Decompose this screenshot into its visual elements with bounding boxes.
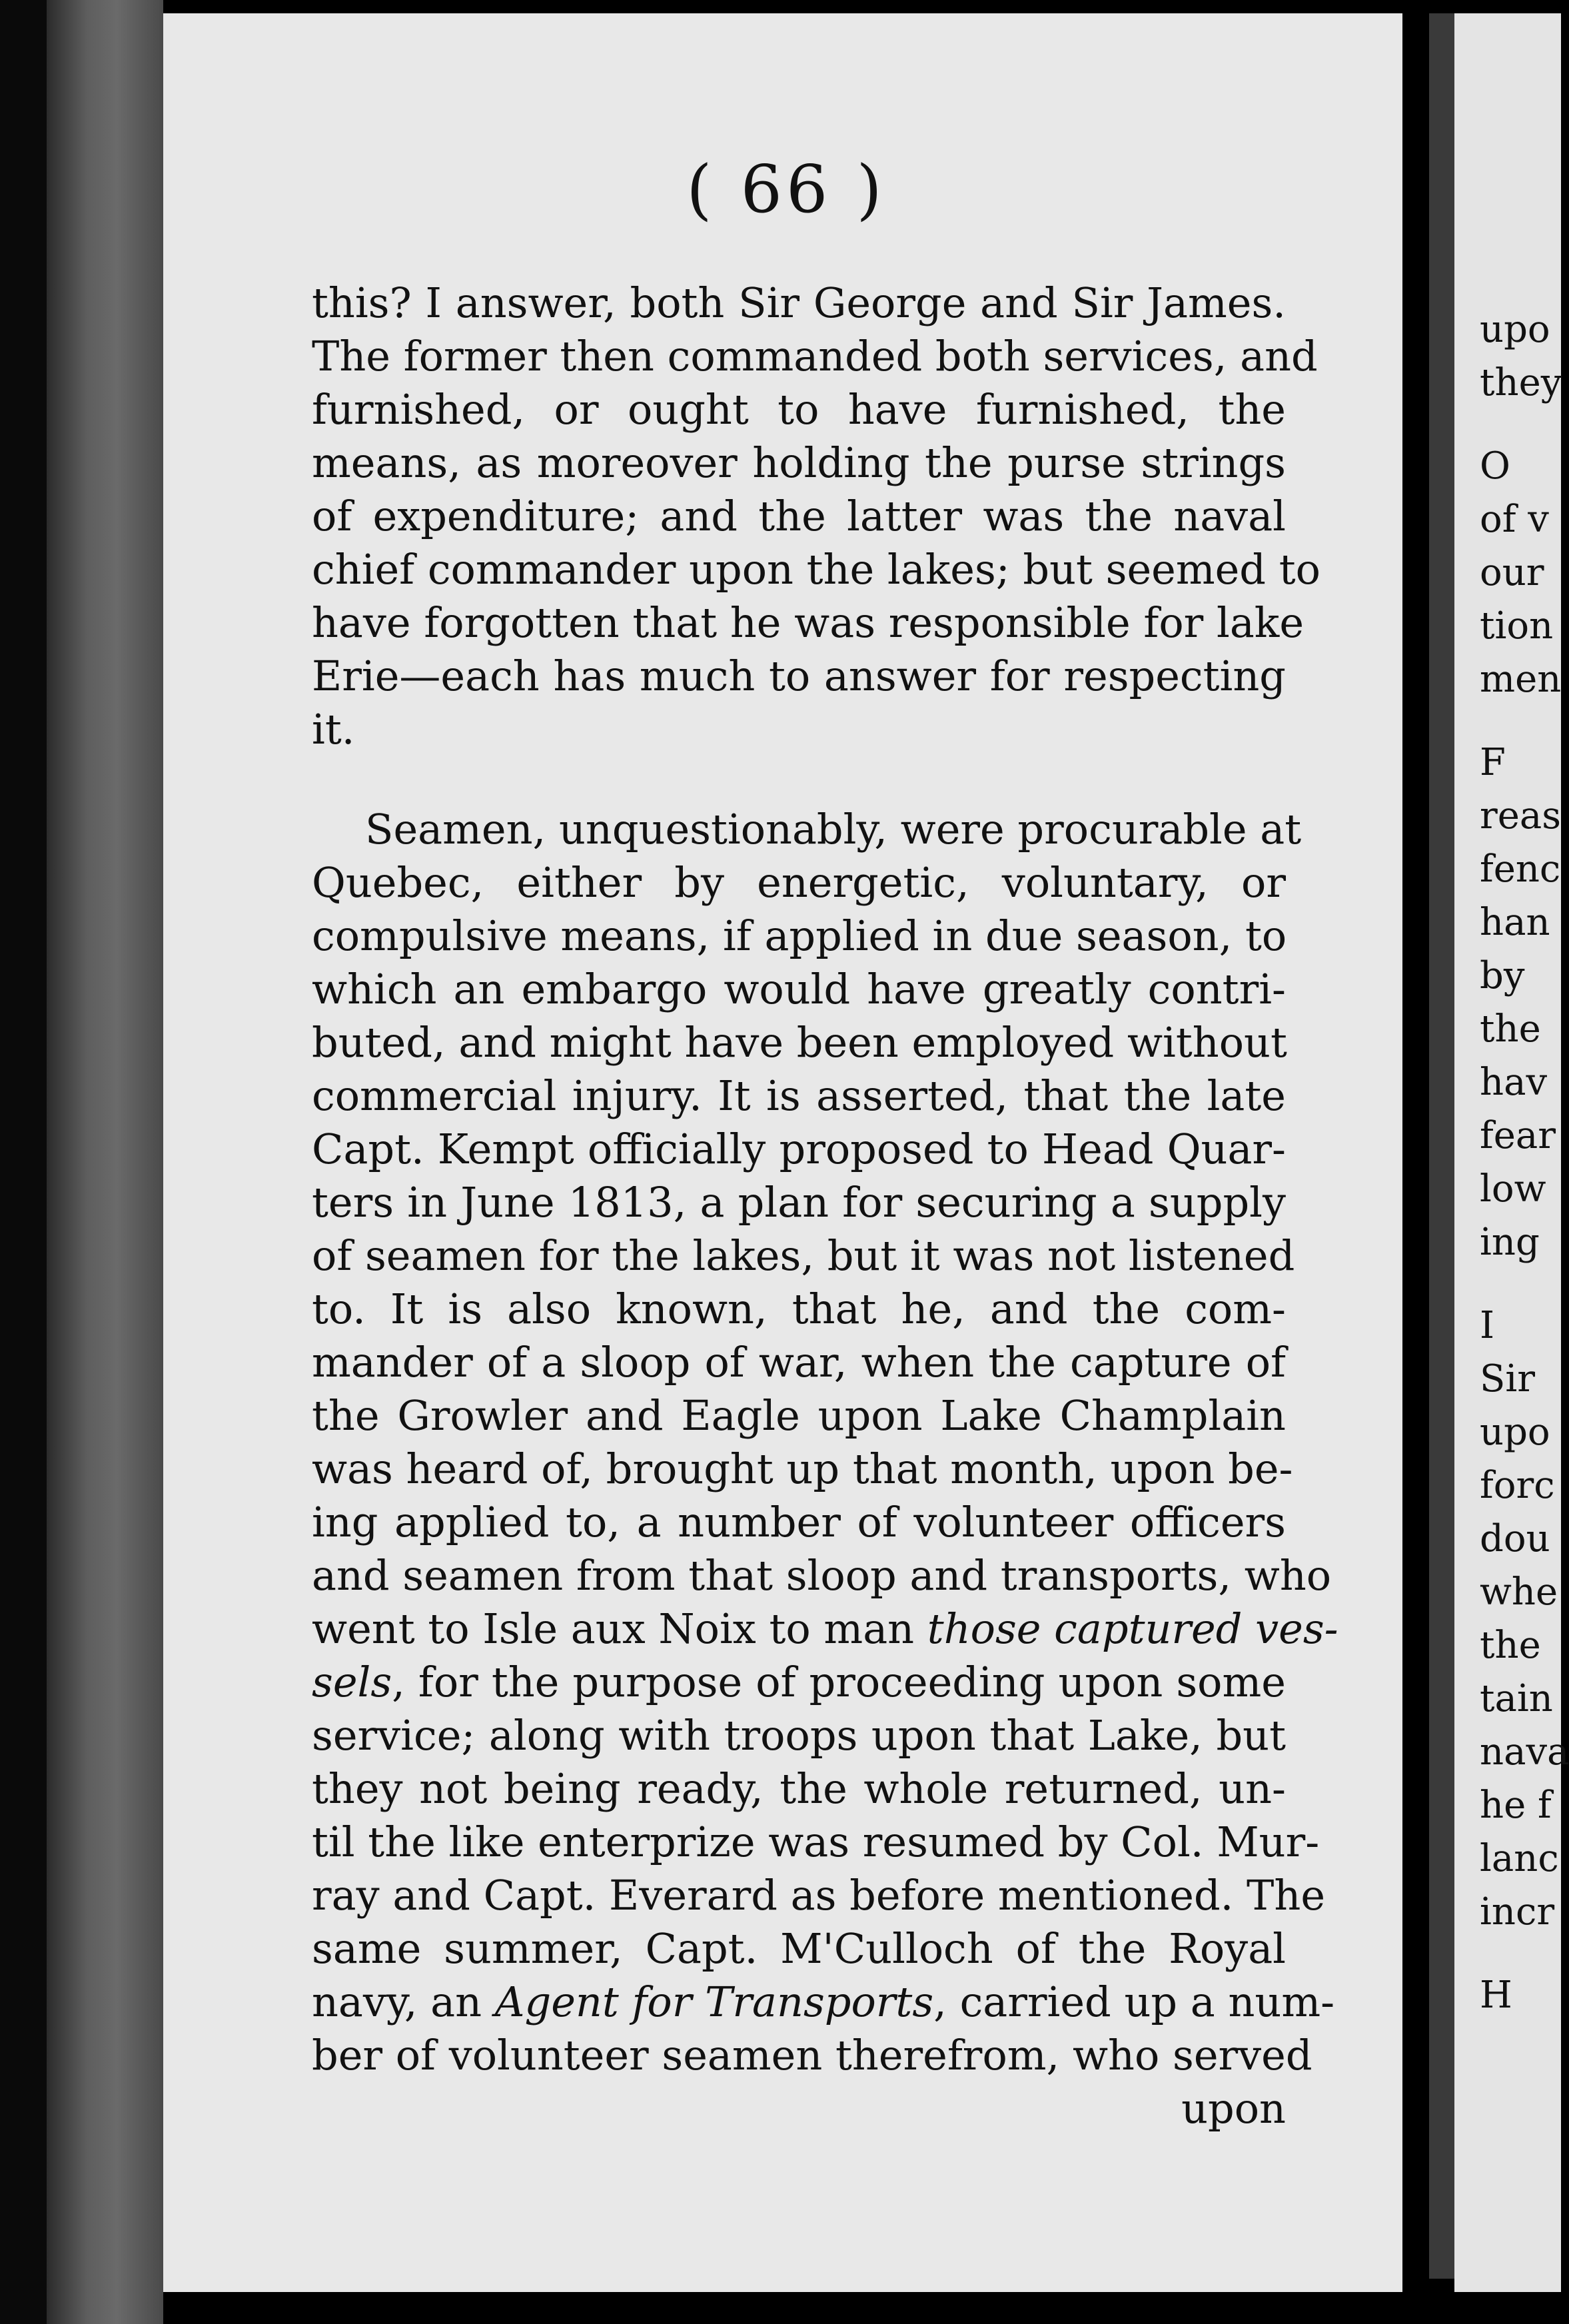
next-page-line-fragment: incr <box>1480 1890 1555 1934</box>
next-page-line-fragment: our <box>1480 551 1544 594</box>
next-page-line-fragment: hav <box>1480 1061 1548 1104</box>
text-line: mander of a sloop of war, when the capture of <box>312 1338 1286 1387</box>
next-page-line-fragment: whe <box>1480 1570 1558 1614</box>
text-line: ing applied to, a number of volunteer officers <box>312 1498 1286 1546</box>
next-page-line-fragment: by <box>1480 954 1525 997</box>
next-page-line-fragment: Sir <box>1480 1357 1536 1401</box>
text-line: this? I answer, both Sir George and Sir James. <box>312 279 1286 327</box>
italic-run: those captured ves- <box>927 1604 1338 1653</box>
text-line: compulsive means, if applied in due season, to <box>312 911 1287 960</box>
italic-run: sels <box>312 1658 392 1706</box>
scan-border-left <box>0 0 47 2324</box>
text-line: ber of volunteer seamen therefrom, who served <box>312 2031 1312 2079</box>
text-line <box>312 1602 1338 1656</box>
text-run: navy, an <box>312 1978 495 2026</box>
text-line <box>312 1976 1335 2029</box>
next-page-line-fragment: tain <box>1480 1677 1553 1720</box>
text-line: of expenditure; and the latter was the naval <box>312 492 1286 540</box>
text-line: to. It is also known, that he, and the com- <box>312 1285 1286 1333</box>
text-line: til the like enterprize was resumed by Col. Mur- <box>312 1818 1320 1866</box>
next-page-line-fragment: O <box>1480 444 1510 488</box>
text-line: same summer, Capt. M'Culloch of the Royal <box>312 1924 1286 1973</box>
text-run: went to Isle aux Noix to man <box>312 1604 927 1653</box>
next-page-line-fragment: they <box>1480 361 1562 404</box>
text-line: Seamen, unquestionably, were procurable at <box>365 805 1302 854</box>
next-page-line-fragment: H <box>1480 1974 1512 2017</box>
next-page-line-fragment: han <box>1480 901 1550 944</box>
next-page-line-fragment: men <box>1480 658 1562 701</box>
text-line: have forgotten that he was responsible for lake <box>312 598 1305 647</box>
next-page-line-fragment: tion <box>1480 604 1554 648</box>
text-line: service; along with troops upon that Lake, but <box>312 1711 1286 1760</box>
next-page-fragment <box>1454 13 1569 2292</box>
next-page-line-fragment: F <box>1480 741 1506 784</box>
text-line: ters in June 1813, a plan for securing a supply <box>312 1178 1286 1227</box>
next-page-edge <box>1429 13 1454 2279</box>
next-page-line-fragment: upo <box>1480 308 1550 351</box>
text-line: the Growler and Eagle upon Lake Champlain <box>312 1391 1286 1440</box>
text-line: which an embargo would have greatly contri- <box>312 965 1286 1013</box>
text-line: commercial injury. It is asserted, that the late <box>312 1071 1286 1120</box>
next-page-line-fragment: dou <box>1480 1517 1550 1560</box>
next-page-line-fragment: ing <box>1480 1221 1540 1264</box>
text-line <box>312 1656 1286 1709</box>
next-page-line-fragment: fear <box>1480 1114 1556 1157</box>
italic-run: Agent for Transports <box>494 1978 934 2026</box>
text-line: was heard of, brought up that month, upon be- <box>312 1445 1293 1493</box>
text-line: Erie—each has much to answer for respecting <box>312 652 1286 700</box>
page-number: ( 66 ) <box>686 152 886 228</box>
next-page-line-fragment: forc <box>1480 1464 1555 1507</box>
body-text <box>312 277 1338 2135</box>
text-line: of seamen for the lakes, but it was not listened <box>312 1231 1295 1280</box>
text-line: it. <box>312 705 355 754</box>
next-page-line-fragment: the <box>1480 1624 1541 1667</box>
text-line: Capt. Kempt officially proposed to Head Quar- <box>312 1125 1286 1173</box>
page-gutter <box>1402 0 1429 2324</box>
next-page-line-fragment: he f <box>1480 1784 1552 1827</box>
next-page-line-fragment: reas <box>1480 794 1562 838</box>
book-spine <box>47 0 163 2324</box>
next-page-line-fragment: of v <box>1480 498 1549 541</box>
catchword: upon <box>1181 2084 1286 2133</box>
text-line: furnished, or ought to have furnished, the <box>312 385 1286 434</box>
next-page-line-fragment: nava <box>1480 1730 1569 1774</box>
paragraph-gap <box>312 756 1286 803</box>
next-page-line-fragment: lanc <box>1480 1837 1559 1880</box>
next-page-line-fragment: low <box>1480 1167 1546 1211</box>
text-line: The former then commanded both services, and <box>312 332 1318 380</box>
text-line: buted, and might have been employed without <box>312 1018 1287 1067</box>
text-line: Quebec, either by energetic, voluntary, or <box>312 858 1286 907</box>
next-page-line-fragment: I <box>1480 1304 1495 1347</box>
text-line: ray and Capt. Everard as before mentioned. The <box>312 1871 1326 1920</box>
text-line: and seamen from that sloop and transports, who <box>312 1551 1332 1600</box>
text-run: , carried up a num- <box>933 1978 1335 2026</box>
text-run: , for the purpose of proceeding upon some <box>392 1658 1286 1706</box>
text-line: means, as moreover holding the purse strings <box>312 438 1286 487</box>
next-page-line-fragment: the <box>1480 1007 1541 1051</box>
next-page-line-fragment: upo <box>1480 1411 1550 1454</box>
next-page-line-fragment: fenc <box>1480 848 1561 891</box>
text-line: chief commander upon the lakes; but seemed to <box>312 545 1320 594</box>
text-line: they not being ready, the whole returned, un- <box>312 1764 1286 1813</box>
